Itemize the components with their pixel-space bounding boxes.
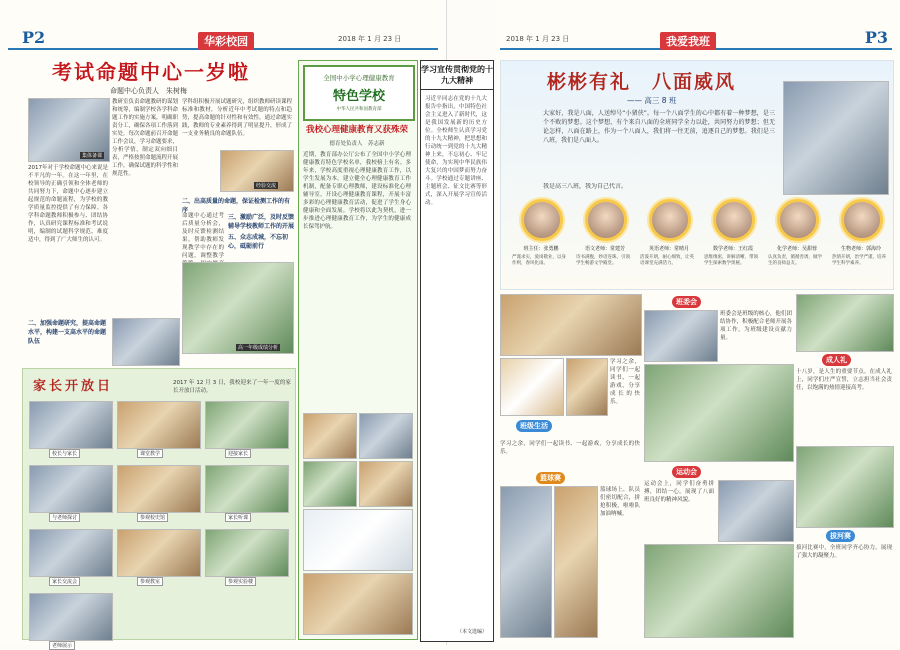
teacher-motto: 热情开朗，治学严谨，培养学生科学素养。 (832, 255, 886, 266)
health-body: 近期，教育部办公厅公布了全国中小学心理健康教育特色学校名单，我校榜上有名。多年来，学校高度重视心理健康教育工作，以学生发展为本，建立健全心理健康教育工作机制，配备专职心理教师，建设标准化心理辅导室，开设心理健康教育课程，开展丰富多彩的心理健康教育活动，促进了学生身心健康和全面发展。学校将以此为契机，进一步推进心理健康教育工作，为学生的健康成长保驾护航。 (303, 152, 411, 230)
health-byline: 德育处负责人 苏志新 (329, 141, 385, 147)
tag-tug-of-war: 拔河赛 (826, 530, 855, 542)
parents-photo-caption: 参观校史馆 (137, 513, 168, 522)
page-number-left: P2 (22, 28, 46, 47)
subhead-1: 二、出高质量的命题，保证检测工作的有序 (182, 198, 291, 214)
parents-photo (117, 465, 201, 513)
teacher-avatar (841, 199, 883, 241)
sidebar-title: 学习宣传贯彻党的十九大精神 (421, 61, 493, 90)
teacher-role: 语文老师：常建芳 (584, 246, 625, 252)
photo-class-group (783, 81, 889, 195)
teacher-motto: 活泼开朗，耐心细致，让英语课堂充满活力。 (640, 255, 694, 266)
photo-class-life-3 (566, 358, 608, 416)
photo-counseling-room (303, 509, 413, 571)
teacher-motto: 诗书满腹，妙语连珠，引领学生畅游文学殿堂。 (576, 255, 630, 266)
teacher-avatar (585, 199, 627, 241)
parents-photo (205, 401, 289, 449)
teacher-motto: 认真负责，循循善诱，做学生的良师益友。 (768, 255, 822, 266)
badge-footer: 中华人民共和国教育部 (336, 107, 382, 112)
parents-photo (29, 593, 113, 641)
teacher-role: 数学老师：王红霞 (712, 246, 753, 252)
teacher-role: 化学老师：吴甜蓉 (776, 246, 817, 252)
byline-left: 命题中心负责人 朱树梅 (110, 87, 187, 95)
tag-class-life: 班级生活 (516, 420, 552, 432)
parents-photo-caption: 与老师探讨 (49, 513, 80, 522)
tag-sports-day: 运动会 (672, 466, 701, 478)
column-name-left: 华彩校园 (198, 32, 254, 50)
parents-title: 家长开放日 (33, 379, 114, 394)
body-text-2: 学科组积极开展试题研究，组织教师研读课程标准和教材，分析近年中考试题的特点和趋势，提高命题的针对性和有效性。通过命题实践，教师的专业素养得到了明显提升，形成了一支业务精良的命题队伍。 (182, 99, 292, 137)
class-headline: 彬彬有礼 八面威风 (547, 71, 737, 93)
class-intro-text: 大家好，我是八面，人送绰号“小猪侠”。每一个八面学生的心中都有着一种梦想，是三个不败的梦想。这个梦想，有个来自八面的全班同学全力以赴，共同努力的梦想；但无论怎样，八面在路上，作为一个八面人，我们将一往无前，追逐自己的梦想。我们是三八班，我们是八面人。 (543, 110, 775, 144)
sidebar-footer: （本文选编） (456, 629, 487, 635)
photo-counseling-1 (303, 413, 357, 459)
date-right: 2018 年 1 月 23 日 (506, 35, 570, 43)
photo-basketball-2 (554, 486, 598, 638)
badge-title: 特色学校 (332, 89, 385, 104)
photo-counseling-2 (359, 413, 413, 459)
parents-photo-caption: 迎接家长 (225, 449, 251, 458)
parents-photo-caption: 家长交流会 (49, 577, 80, 586)
parents-photo (117, 529, 201, 577)
parents-photo-caption: 参观实验楼 (225, 577, 256, 586)
parents-photo-caption: 老师展示 (49, 641, 75, 650)
teacher-avatar (777, 199, 819, 241)
tag-basketball: 篮球赛 (536, 472, 565, 484)
photo-counseling-4 (359, 461, 413, 507)
tag-coming-of-age: 成人礼 (822, 354, 851, 366)
parents-photo-caption: 课堂教学 (137, 449, 163, 458)
parents-photo (205, 529, 289, 577)
parents-photo (29, 529, 113, 577)
photo-class-meeting (644, 310, 718, 362)
page-number-right: P3 (864, 28, 888, 47)
headline-left: 考试命题中心一岁啦 (52, 60, 250, 84)
teacher-avatar (521, 199, 563, 241)
photo-counseling-5 (303, 573, 413, 635)
health-badge (303, 65, 415, 121)
tug-of-war-text: 拔河比赛中，全班同学齐心协力，展现了强大的凝聚力。 (796, 545, 892, 559)
column-name-right: 我爱我班 (660, 32, 716, 50)
caption-2: 经验交流 (256, 183, 277, 189)
left-page (0, 0, 447, 649)
intro-text: 2017年对于学校命题中心来说是不平凡的一年。在这一年里，在校领导的正确引领和全体老师的共同努力下，命题中心逐步建立起规范的命题流程，为学校的教学质量监控提供了有力保障。各学科命题教师积极参与、团结协作，认真研究课程标准和考试说明，编制的试题科学规范、难度适中，得到了广大师生的认可。 (28, 165, 108, 243)
left-header-bar (8, 30, 438, 50)
parents-photo (205, 465, 289, 513)
class-name: —— 高三 8 班 (627, 96, 677, 105)
basketball-text: 篮球场上，队员们密切配合，拼抢积极，啦啦队加油呐喊。 (600, 487, 640, 517)
sidebar-body: 习近平同志在党的十九大报告中指出，中国特色社会主义进入了新时代，这是我国发展新的历史方位。全校师生认真学习党的十九大精神，把思想和行动统一到党的十九大精神上来，不忘初心、牢记使命，为实现中华民族伟大复兴的中国梦而努力奋斗。学校通过专题讲座、主题班会、征文比赛等形式，深入开展学习宣传活动。 (425, 96, 487, 206)
date-left: 2018 年 1 月 23 日 (338, 35, 402, 43)
tag-class-meeting: 班委会 (672, 296, 701, 308)
health-headline: 我校心理健康教育又获殊荣 (305, 125, 408, 135)
photo-class-life-2 (500, 358, 564, 416)
subhead-2: 三、激励广泛，及时反馈辅导学校教师工作的开展 (228, 214, 295, 230)
body-text-3: 命题中心通过考后质量分析会，及时反馈检测结果，帮助教师发现教学中存在的问题，调整教学 (182, 213, 224, 259)
class-life-text: 学习之余，同学们一起读书、一起游戏，分享成长的快乐。 (610, 359, 640, 405)
teacher-role: 生物老师：郭海玲 (840, 246, 881, 252)
subhead-4: 二、加强命题研究，提高命题水平，构建一支高水平的命题队伍 (28, 320, 107, 345)
photo-analysis (182, 262, 294, 354)
right-page (496, 0, 900, 645)
body-text-1: 教研室负责命题教研的谋划和统筹，编制学校各学科命题工作的实施方案，明确职责分工，确保各项工作落到实处。每次命题前召开命题工作会议，学习命题要求，分析学情，制定双向细目表，严格按照命题流程开展工作，确保试题的科学性和规范性。 (112, 99, 178, 177)
parents-photo-caption: 家长听课 (225, 513, 251, 522)
photo-coming-of-age-1 (644, 364, 794, 462)
right-header-bar (500, 30, 892, 50)
badge-line: 全国中小学心理健康教育 (323, 74, 395, 82)
coming-of-age-text: 十八岁，是人生的重要节点。在成人礼上，同学们庄严宣誓，立志担当社会责任，以饱满的热情迎接高考。 (796, 369, 892, 391)
photo-sports-day-2 (644, 544, 794, 638)
photo-class-life-1 (500, 294, 642, 356)
photo-classroom (112, 318, 180, 366)
teacher-motto: 严谨求实，爱岗敬业，以身作则，春风化雨。 (512, 255, 566, 266)
photo-tug-of-war (796, 446, 894, 528)
class-intro-end: 我是高三八班，我为自己代言。 (543, 183, 628, 190)
teacher-role: 英语老师：常晴月 (648, 246, 689, 252)
health-education-box (298, 60, 418, 640)
subhead-3: 五、众志成城，不忘初心，砥砺前行 (228, 234, 289, 250)
caption-1: 集体备课 (82, 153, 103, 159)
photo-counseling-3 (303, 461, 357, 507)
sports-day-text: 运动会上，同学们奋勇拼搏，团结一心，展现了八面班良好的精神风貌。 (644, 481, 714, 503)
party-congress-sidebar (420, 60, 494, 642)
teacher-role: 班主任：张勇鹏 (523, 246, 559, 252)
parents-photo (117, 401, 201, 449)
teacher-avatar (649, 199, 691, 241)
class-intro-section (500, 60, 894, 290)
parents-open-day-section (22, 368, 296, 649)
class-life-note: 学习之余，同学们一起读书、一起游戏，分享成长的快乐。 (500, 441, 640, 455)
teacher-motto: 思维缜密，讲解清晰，带领学生探索数学奥秘。 (704, 255, 758, 266)
parents-note: 2017 年 12 月 3 日，我校迎来了一年一度的家长开放日活动。 (173, 380, 291, 394)
photo-basketball-1 (500, 486, 552, 638)
parents-photo (29, 401, 113, 449)
parents-photo (29, 465, 113, 513)
parents-photo-caption: 参观教室 (137, 577, 163, 586)
photo-coming-of-age-2 (796, 294, 894, 352)
caption-3: 高一年级成绩分析 (238, 345, 279, 351)
class-meeting-text: 班委会是班级的核心，他们团结协作，积极配合老师开展各项工作，为班级建设贡献力量。 (720, 311, 792, 341)
parents-photo-caption: 校长与家长 (49, 449, 80, 458)
photo-sports-day-1 (718, 480, 794, 542)
teacher-avatar (713, 199, 755, 241)
